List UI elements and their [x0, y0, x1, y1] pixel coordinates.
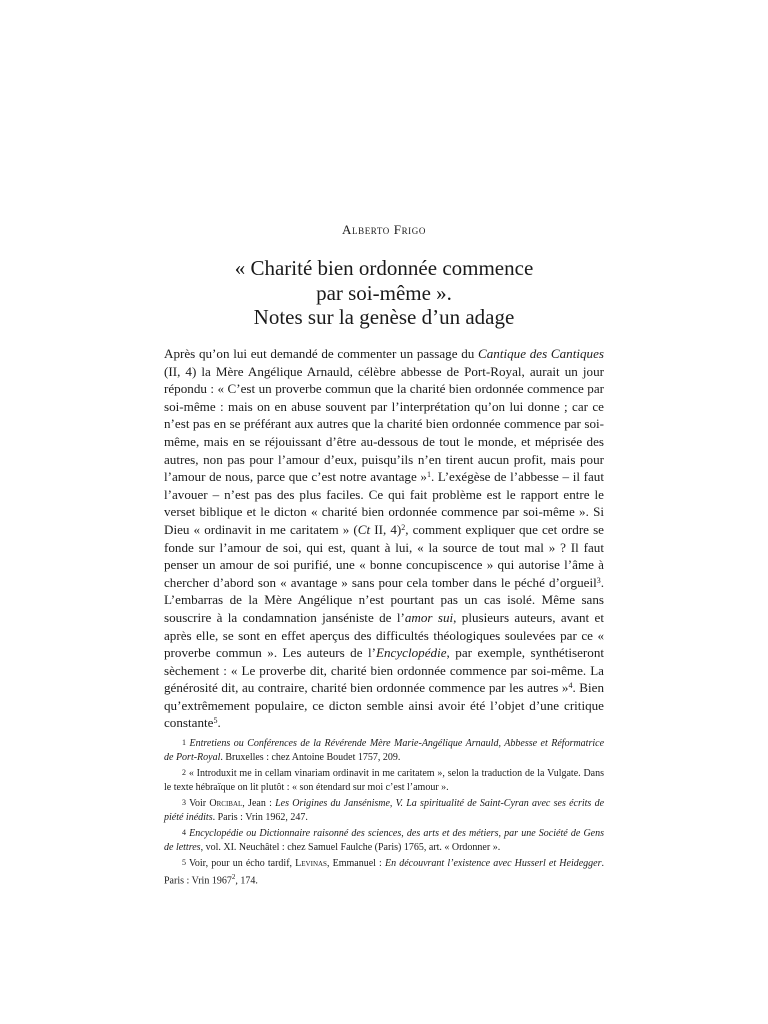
footnote-text: Voir [189, 797, 210, 809]
footnote-text: . Paris : Vrin 1967 [164, 857, 604, 886]
footnote-text: Voir, pour un écho tardif, [188, 857, 296, 869]
footnote-ref-3[interactable]: 3 [596, 575, 601, 585]
footnote-number: 4 [182, 827, 186, 837]
footnote-number: 3 [182, 797, 186, 807]
body-text-segment: . Bien qu’extrêmement populaire, ce dicton semble ainsi avoir été l’objet d’une critique constante [164, 680, 604, 731]
footnote-text: , vol. XI. Neuchâtel : chez Samuel Faulche (Paris) 1765, art. « Ordonner ». [200, 841, 501, 853]
footnote-text: . Bruxelles : chez Antoine Boudet 1757, 209. [220, 751, 401, 763]
footnote-italic: Encyclopédie ou Dictionnaire raisonné des sciences, des arts et des métiers, par une Société de Gens de lettres [164, 827, 604, 853]
footnote-author-name: Orcibal [209, 797, 243, 809]
title-line-2: par soi-même ». [316, 280, 452, 305]
body-italic-segment: Ct [357, 521, 371, 537]
footnote-2 [164, 766, 604, 794]
footnote-text: « Introduxit me in cellam vinariam ordinavit in me caritatem », selon la traduction de la Vulgate. Dans le texte hébraïque on lit plutôt : « son étendard sur moi c’est l’amour ». [164, 767, 604, 793]
article-title [0, 256, 768, 330]
footnote-ref-4[interactable]: 4 [568, 681, 573, 691]
footnote-italic: En découvrant l’existence avec Husserl et Heidegger [384, 857, 602, 869]
body-italic-segment: Encyclopédie [376, 645, 447, 661]
footnote-author-name: Levinas [295, 857, 327, 869]
footnote-text: . Paris : Vrin 1962, 247. [212, 811, 308, 823]
body-italic-segment: amor sui [404, 609, 454, 625]
footnote-text: , Emmanuel : [326, 857, 385, 869]
footnote-ref-2[interactable]: 2 [401, 522, 406, 532]
body-italic-segment: Cantique des Cantiques [478, 346, 604, 361]
body-text-segment: , comment expliquer que cet ordre se fonde sur l’amour de soi, qui est, quant à lui, « la source de tout mal » ? Il faut penser un amour de soi purifié, une « bonne concupiscence » qui autorise l’âme à chercher d’abord son « avantage » sans pour cela tomber dans le péché d’orgueil [164, 521, 604, 590]
body-text-segment: II, 4) [370, 521, 402, 537]
footnote-4 [164, 826, 604, 854]
footnote-italic: Entretiens ou Conférences de la Révérende Mère Marie-Angélique Arnauld, Abbesse et Réformatrice de Port-Royal [164, 738, 605, 763]
edition-superscript: 2 [231, 872, 236, 881]
footnote-ref-5[interactable]: 5 [213, 716, 218, 726]
footnote-number: 2 [182, 767, 186, 777]
body-text-segment: , plusieurs auteurs, avant et après elle, se sont en effet aperçus des difficultés théologiques soulevées par ce « proverbe commun ». Les auteurs de l’ [164, 609, 605, 661]
footnote-number: 1 [182, 738, 186, 747]
body-paragraph [164, 345, 604, 732]
title-line-3: Notes sur la genèse d’un adage [253, 305, 515, 329]
footnote-text: , Jean : [242, 797, 276, 809]
footnote-text: , 174. [235, 874, 258, 886]
body-text-segment: , par exemple, synthétiseront sèchement : « Le proverbe dit, charité bien ordonnée commence par soi-même. La générosité dit, au contraire, charité bien ordonnée commence par les autres » [164, 645, 605, 696]
author-name: Alberto Frigo [342, 222, 426, 237]
body-text-segment: . L’embarras de la Mère Angélique n’est pourtant pas un cas isolé. Même sans souscrire à la condamnation janséniste de l’ [164, 574, 604, 625]
footnote-italic: Les Origines du Jansénisme, V. La spiritualité de Saint-Cyran avec ses écrits de piété inédits [164, 797, 605, 823]
footnote-1 [164, 736, 604, 764]
footnote-number: 5 [182, 857, 186, 867]
body-text-segment: . [217, 715, 221, 731]
paragraph [164, 345, 604, 732]
body-text-segment: . L’exégèse de l’abbesse – il faut l’avouer – n’est pas des plus faciles. Ce qui fait problème est le rapport entre le verset biblique et le dicton « charité bien ordonnée commence par soi-même ». Si Dieu « ordinavit in me caritatem » ( [164, 469, 604, 537]
footnote-5 [164, 856, 604, 888]
body-text-segment: (II, 4) la Mère Angélique Arnauld, célèbre abbesse de Port-Royal, aurait un jour répondu : « C’est un proverbe commun que la charité bien ordonnée commence par soi-même : mais on en abuse souvent par l’interprétation qu’on lui donne ; car ce n’est pas en se préférant aux autres que la charité bien ordonnée commence par soi-même, mais en se réjouissant d’être au-dessous de tout le monde, et méprisée des autres, non pas pour l’amour d’eux, puisqu’ils n’en tirent aucun profit, mais pour l’amour de nous, parce que c’est notre avantage » [164, 363, 604, 485]
title-line-1: « Charité bien ordonnée commence [234, 256, 534, 280]
body-text-segment: Après qu’on lui eut demandé de commenter un passage du [164, 346, 479, 361]
footnote-ref-1[interactable]: 1 [426, 470, 431, 480]
footnote-3 [164, 796, 604, 824]
footnotes [164, 736, 604, 889]
